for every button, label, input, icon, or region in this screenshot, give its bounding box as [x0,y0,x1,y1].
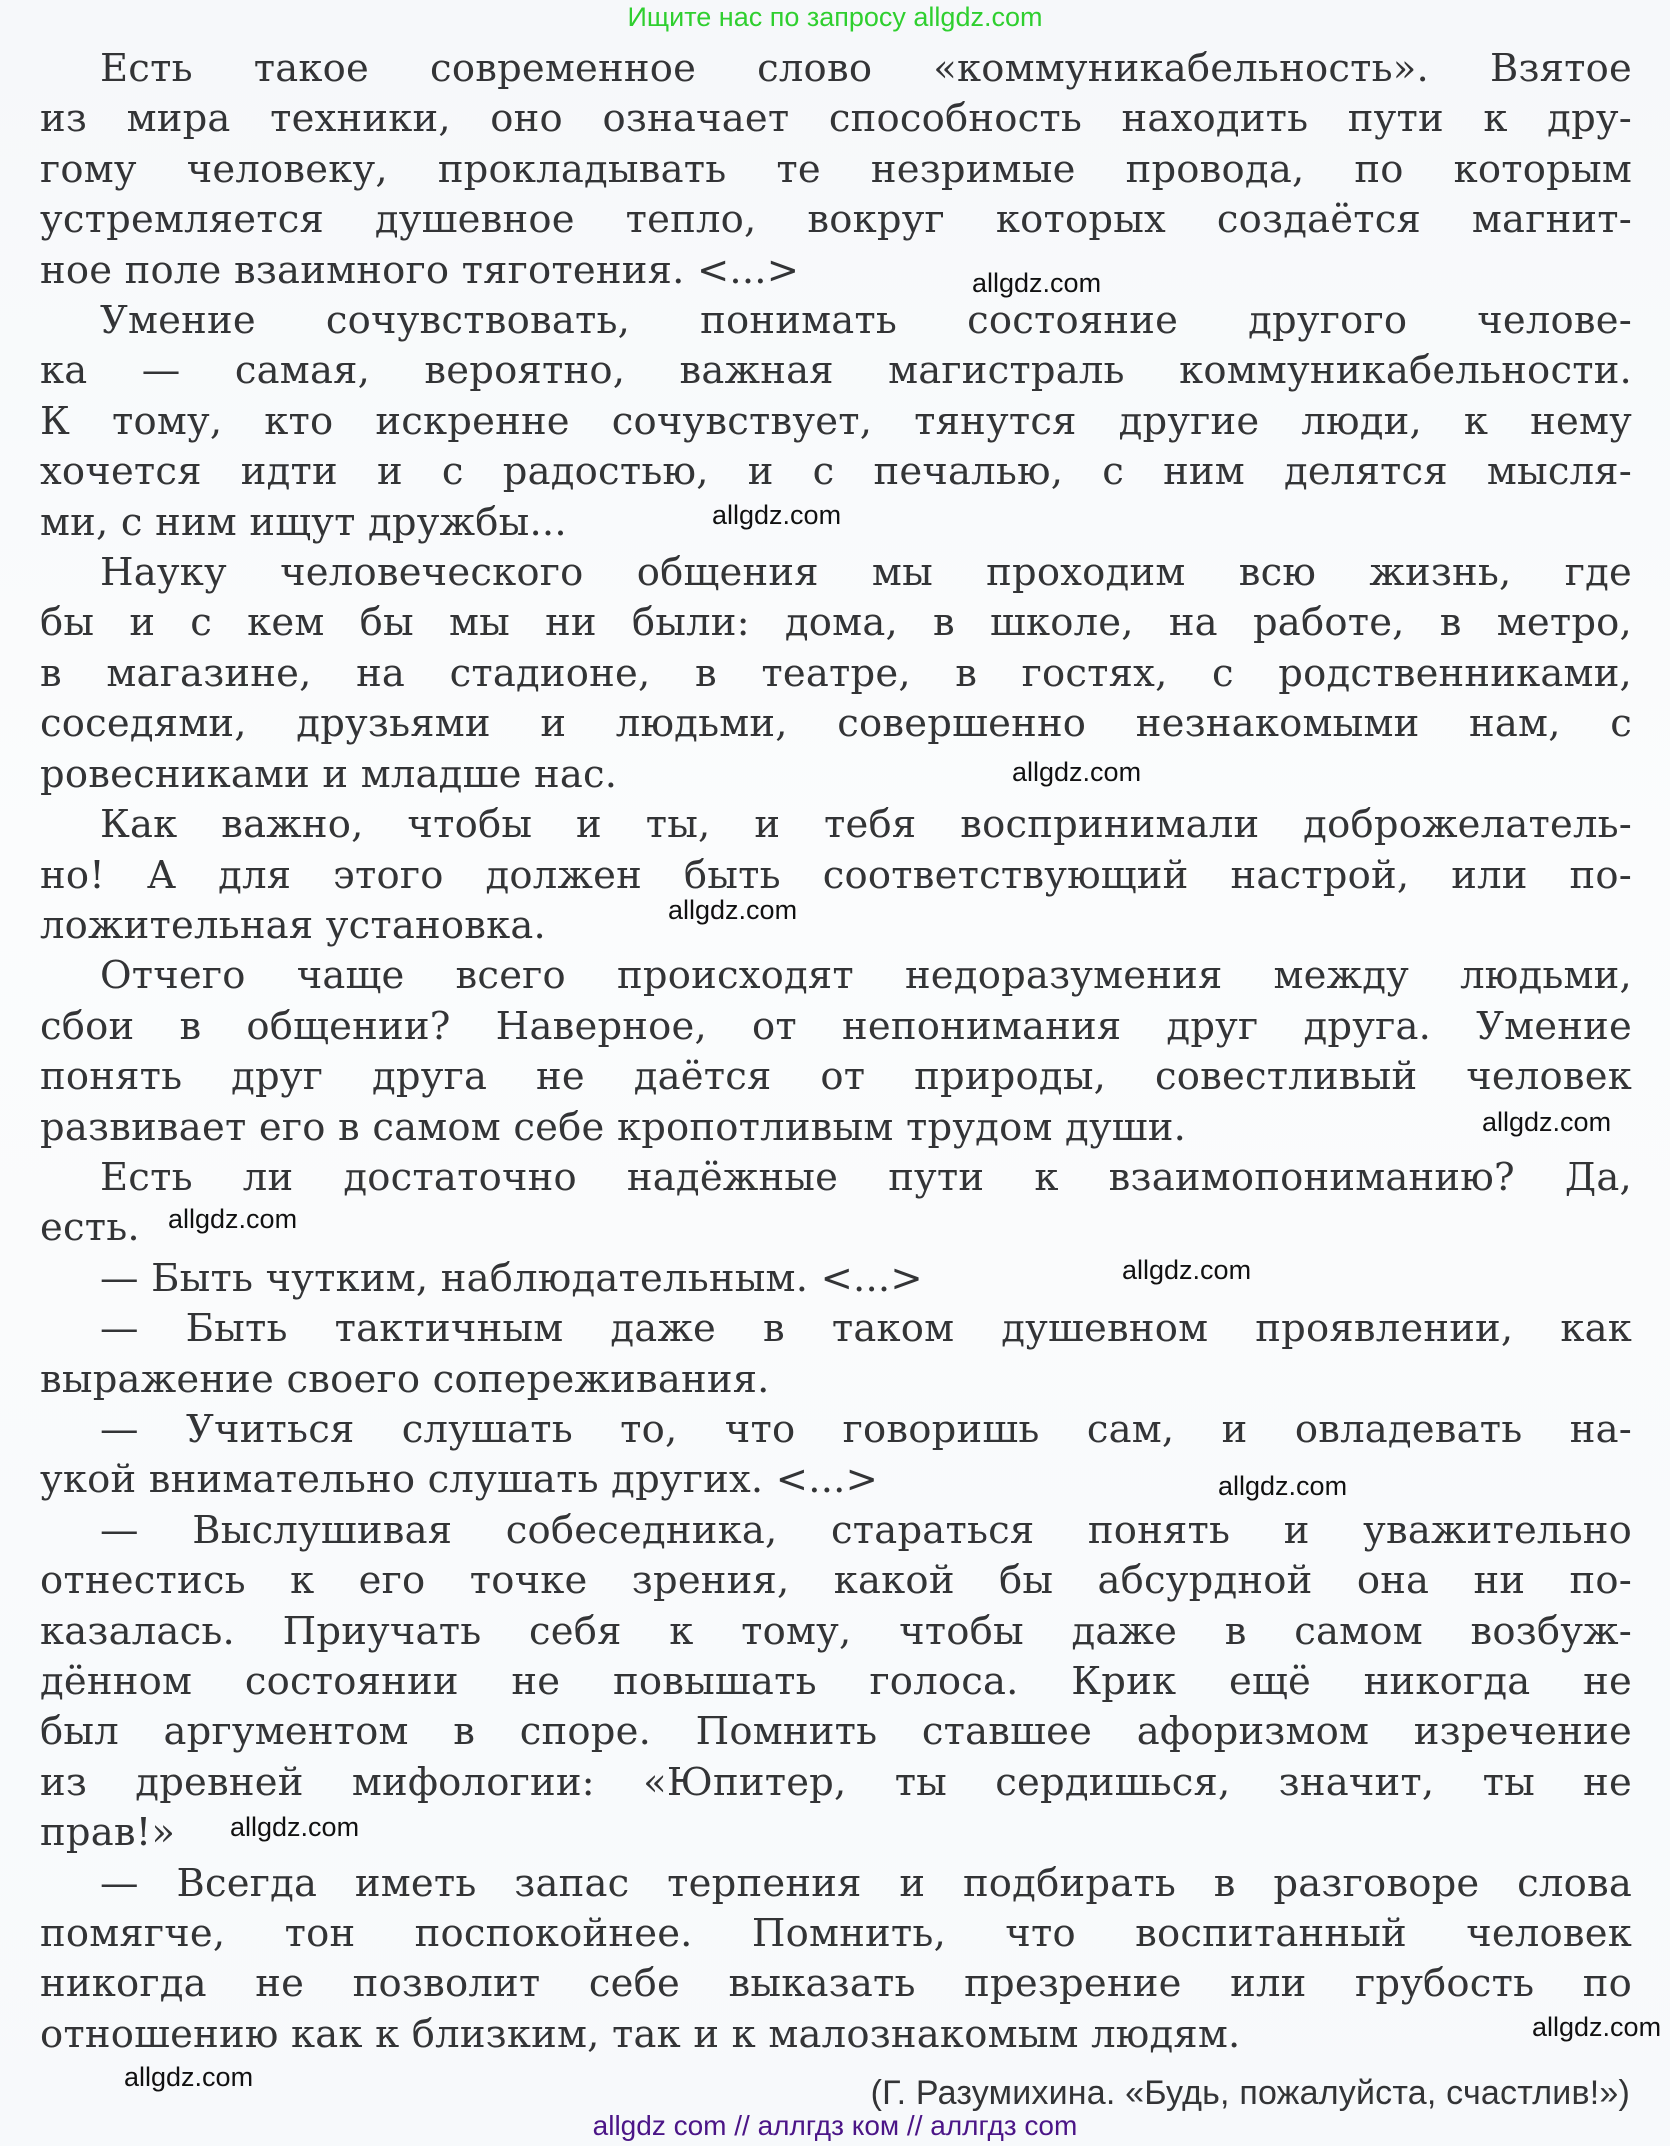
source-citation: (Г. Разумихина. «Будь, пожалуйста, счастлив!») [870,2074,1630,2113]
text-line: ми, с ним ищут дружбы... [40,499,567,545]
text-line: выражение своего сопереживания. [40,1356,770,1402]
watermark-text: allgdz.com [230,1812,360,1842]
text-line: — Всегда иметь запас терпения и подбирать в разговоре слова [100,1860,1632,1906]
watermark-text: allgdz.com [1482,1107,1612,1137]
text-line: — Быть чутким, наблюдательным. <...> [100,1255,923,1301]
text-line: — Выслушивая собеседника, стараться понять и уважительно [100,1507,1632,1553]
text-line: развивает его в самом себе кропотливым трудом души. [40,1104,1187,1150]
paragraph [40,44,1632,296]
paragraph [40,1859,1632,2061]
text-line: никогда не позволит себе выказать презрение или грубость по [40,1961,1632,2007]
text-line: прав!» [40,1810,176,1856]
text-line: есть. [40,1205,140,1251]
text-line: Есть такое современное слово «коммуникабельность». Взятое [100,46,1632,91]
watermark-text: allgdz.com [168,1204,298,1234]
text-line: из мира техники, оно означает способность находить пути к дру- [40,96,1632,142]
text-line: помягче, тон поспокойнее. Помнить, что воспитанный человек [40,1911,1632,1957]
paragraph [40,1405,1632,1506]
paragraph [40,1254,1632,1304]
text-line: отнестись к его точке зрения, какой бы абсурдной она ни по- [40,1558,1632,1604]
textbook-excerpt [40,44,1632,2119]
watermark-text: allgdz.com [668,895,798,925]
text-line: был аргументом в споре. Помнить ставшее афоризмом изречение [40,1709,1632,1755]
text-line: но! А для этого должен быть соответствующий настрой, или по- [40,852,1632,898]
paragraph-container [40,44,1632,2060]
text-line: отношению как к близким, так и к малознакомым людям. [40,2011,1241,2057]
top-watermark-banner: Ищите нас по запросу allgdz.com [627,2,1043,32]
watermark-text: allgdz.com [1012,757,1142,787]
text-line: Есть ли достаточно надёжные пути к взаимопониманию? Да, [100,1154,1632,1200]
text-line: Науку человеческого общения мы проходим всю жизнь, где [100,550,1632,596]
text-line: ровесниками и младше нас. [40,751,618,797]
watermark-text: allgdz.com [712,500,842,530]
text-line: казалась. Приучать себя к тому, чтобы даже в самом возбуж- [40,1608,1632,1654]
paragraph [40,548,1632,800]
text-line: — Учиться слушать то, что говоришь сам, и овладевать на- [100,1406,1632,1452]
paragraph [40,800,1632,951]
text-line: Умение сочувствовать, понимать состояние другого челове- [100,298,1632,344]
watermark-text: allgdz.com [972,268,1102,298]
text-line: соседями, друзьями и людьми, совершенно незнакомыми нам, с [40,701,1632,747]
paragraph [40,1304,1632,1405]
text-line: К тому, кто искренне сочувствует, тянутся другие люди, к нему [40,398,1632,444]
text-line: Отчего чаще всего происходят недоразумения между людьми, [100,953,1632,999]
text-line: укой внимательно слушать других. <...> [40,1457,879,1503]
text-line: бы и с кем бы мы ни были: дома, в школе, на работе, в метро, [40,600,1632,646]
watermark-text: allgdz.com [1218,1471,1348,1501]
text-line: хочется идти и с радостью, и с печалью, с ним делятся мысля- [40,449,1632,495]
text-line: ка — самая, вероятно, важная магистраль коммуникабельности. [40,348,1632,394]
watermark-text: allgdz.com [124,2062,254,2092]
text-line: из древней мифологии: «Юпитер, ты сердишься, значит, ты не [40,1759,1632,1805]
text-line: гому человеку, прокладывать те незримые провода, по которым [40,146,1632,192]
watermark-text: allgdz.com [1532,2012,1662,2042]
text-line: ложительная установка. [40,902,546,948]
text-line: дённом состоянии не повышать голоса. Крик ещё никогда не [40,1659,1632,1704]
text-line: Как важно, чтобы и ты, и тебя воспринимали доброжелатель- [100,802,1632,848]
text-line: понять друг друга не даётся от природы, совестливый человек [40,1054,1632,1100]
footer-watermark: allgdz com // аллгдз ком // аллгдз com [592,2110,1078,2141]
text-line: в магазине, на стадионе, в театре, в гостях, с родственниками, [40,650,1632,696]
watermark-text: allgdz.com [1122,1255,1252,1285]
text-line: устремляется душевное тепло, вокруг которых создаётся магнит- [40,197,1632,243]
text-line: — Быть тактичным даже в таком душевном проявлении, как [100,1306,1632,1352]
text-line: сбои в общении? Наверное, от непонимания друг друга. Умение [40,1003,1632,1049]
text-line: ное поле взаимного тяготения. <...> [40,247,800,293]
paragraph [40,951,1632,1153]
paragraph [40,1506,1632,1859]
